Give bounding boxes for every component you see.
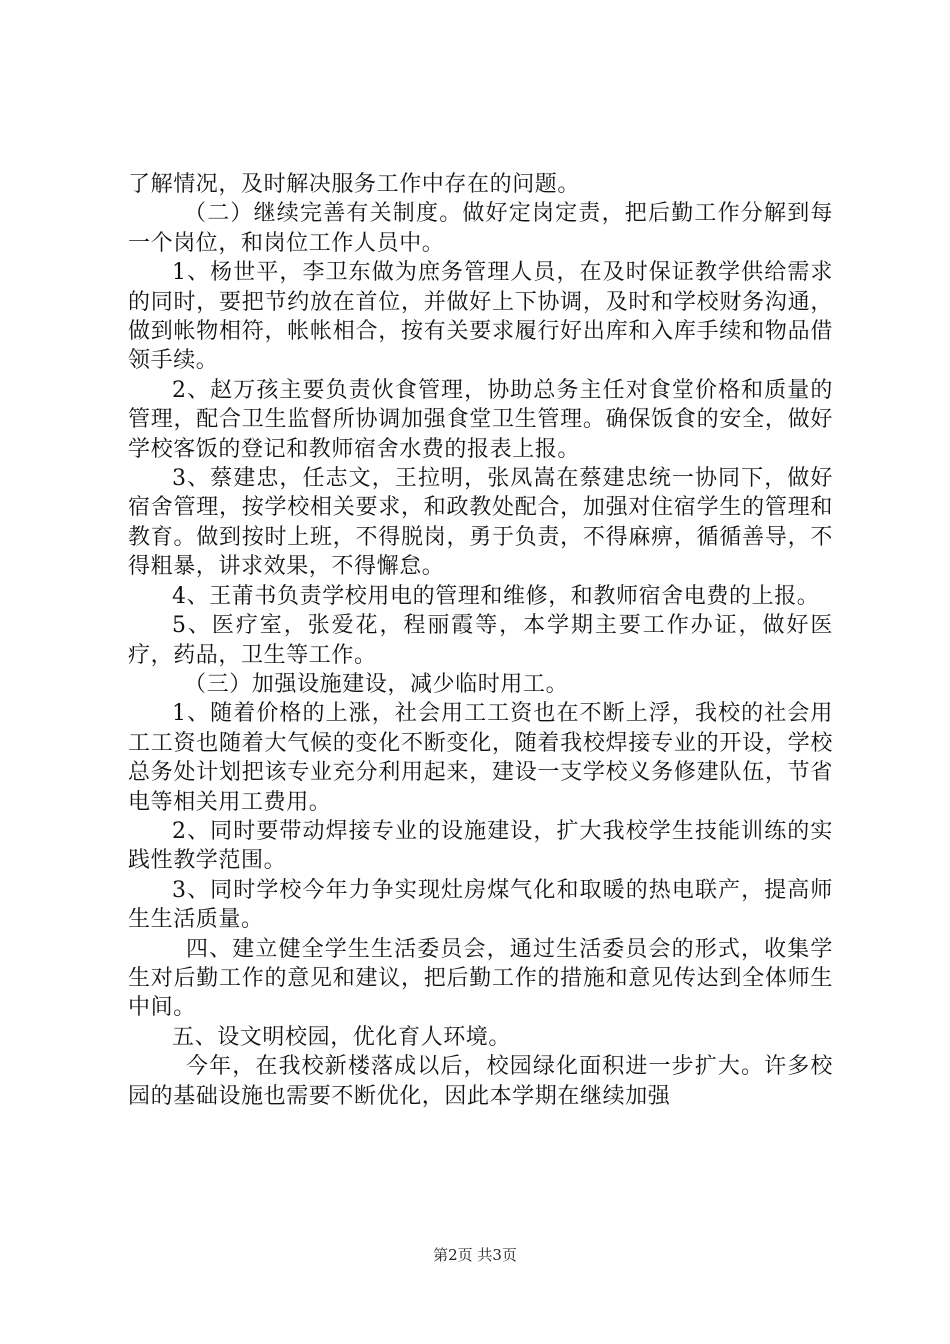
paragraph-5: 3、蔡建忠，任志文，王拉明，张凤嵩在蔡建忠统一协同下，做好宿舍管理，按学校相关要求，和政教处配合，加强对住宿学生的管理和教育。做到按时上班，不得脱岗，勇于负责，不得麻痹，循循善导，不得粗暴，讲求效果，不得懈怠。	[128, 466, 833, 580]
paragraph-6: 4、王莆书负责学校用电的管理和维修，和教师宿舍电费的上报。	[172, 583, 820, 609]
paragraph-1: 了解情况，及时解决服务工作中存在的问题。	[128, 172, 581, 197]
paragraph-9: 1、随着价格的上涨，社会用工工资也在不断上浮，我校的社会用工工资也随着大气候的变化不断变化，随着我校焊接专业的开设，学校总务处计划把该专业充分利用起来，建设一支学校义务修建队伍，节省电等相关用工费用。	[128, 701, 833, 815]
paragraph-4: 2、赵万孩主要负责伙食管理，协助总务主任对食堂价格和质量的管理，配合卫生监督所协调加强食堂卫生管理。确保饭食的安全，做好学校客饭的登记和教师宿舍水费的报表上报。	[128, 377, 833, 462]
paragraph-12: 四、建立健全学生生活委员会，通过生活委员会的形式，收集学生对后勤工作的意见和建议，把后勤工作的措施和意见传达到全体师生中间。	[128, 936, 833, 1021]
paragraph-13: 五、设文明校园，优化育人环境。	[172, 1024, 512, 1050]
page-footer: 第2页 共3页	[433, 1246, 517, 1264]
paragraph-8: （三）加强设施建设，减少临时用工。	[184, 671, 569, 697]
paragraph-2: （二）继续完善有关制度。做好定岗定责，把后勤工作分解到每一个岗位，和岗位工作人员中。	[128, 201, 833, 256]
paragraph-10: 2、同时要带动焊接专业的设施建设，扩大我校学生技能训练的实践性教学范围。	[128, 818, 833, 874]
paragraph-11: 3、同时学校今年力争实现灶房煤气化和取暖的热电联产，提高师生生活质量。	[128, 877, 833, 933]
document-body	[128, 170, 833, 1111]
paragraph-14: 今年，在我校新楼落成以后，校园绿化面积进一步扩大。许多校园的基础设施也需要不断优化，因此本学期在继续加强	[128, 1054, 833, 1109]
paragraph-3: 1、杨世平，李卫东做为庶务管理人员，在及时保证教学供给需求的同时，要把节约放在首位，并做好上下协调，及时和学校财务沟通，做到帐物相符，帐帐相合，按有关要求履行好出库和入库手续和物品借领手续。	[128, 260, 833, 374]
paragraph-7: 5、医疗室，张爱花，程丽霞等，本学期主要工作办证，做好医疗，药品，卫生等工作。	[128, 613, 833, 668]
